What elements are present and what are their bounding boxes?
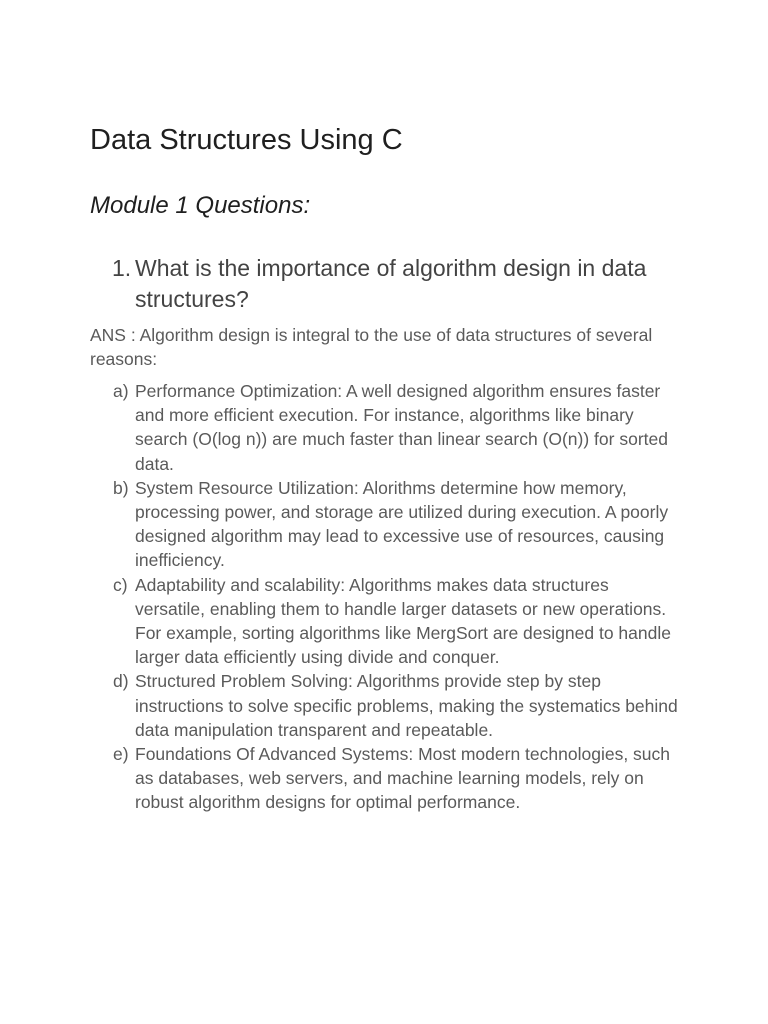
list-marker: c) [113,574,128,595]
list-item-text: System Resource Utilization: Alorithms determine how memory, processing power, and storage are utilized during execution. A poorly designed algorithm may lead to excessive use of resources, causing inefficiency. [135,477,669,571]
list-item [113,742,683,815]
module-heading: Module 1 Questions: [90,192,311,219]
list-marker: a) [113,381,129,401]
question-number: 1. [112,255,132,281]
answer-points-list [113,379,683,815]
list-item [113,379,683,476]
list-item-text: Adaptability and scalability: Algorithms makes data structures versatile, enabling them to handle larger datasets or new operations. For example, sorting algorithms like MergSort are designed to handle larger data efficiently using divide and conquer. [135,574,671,668]
list-item-text: Structured Problem Solving: Algorithms provide step by step instructions to solve specific problems, making the systematics behind data manipulation transparent and repeatable. [135,671,678,740]
answer-intro: ANS : Algorithm design is integral to the use of data structures of several reasons: [90,325,653,369]
list-item-text: Performance Optimization: A well designed algorithm ensures faster and more efficient execution. For instance, algorithms like binary search (O(log n)) are much faster than linear search (O(n)) for sorted data. [135,381,668,474]
list-item [113,573,683,670]
list-marker: b) [113,477,129,498]
question-text: What is the importance of algorithm design in data structures? [135,255,647,312]
list-marker: d) [113,671,129,692]
question-item [112,253,672,315]
document-title: Data Structures Using C [90,124,403,156]
list-item-text: Foundations Of Advanced Systems: Most modern technologies, such as databases, web servers, and machine learning models, rely on robust algorithm designs for optimal performance. [135,744,671,813]
list-item [113,669,683,742]
list-item [113,476,683,573]
list-marker: e) [113,744,129,765]
